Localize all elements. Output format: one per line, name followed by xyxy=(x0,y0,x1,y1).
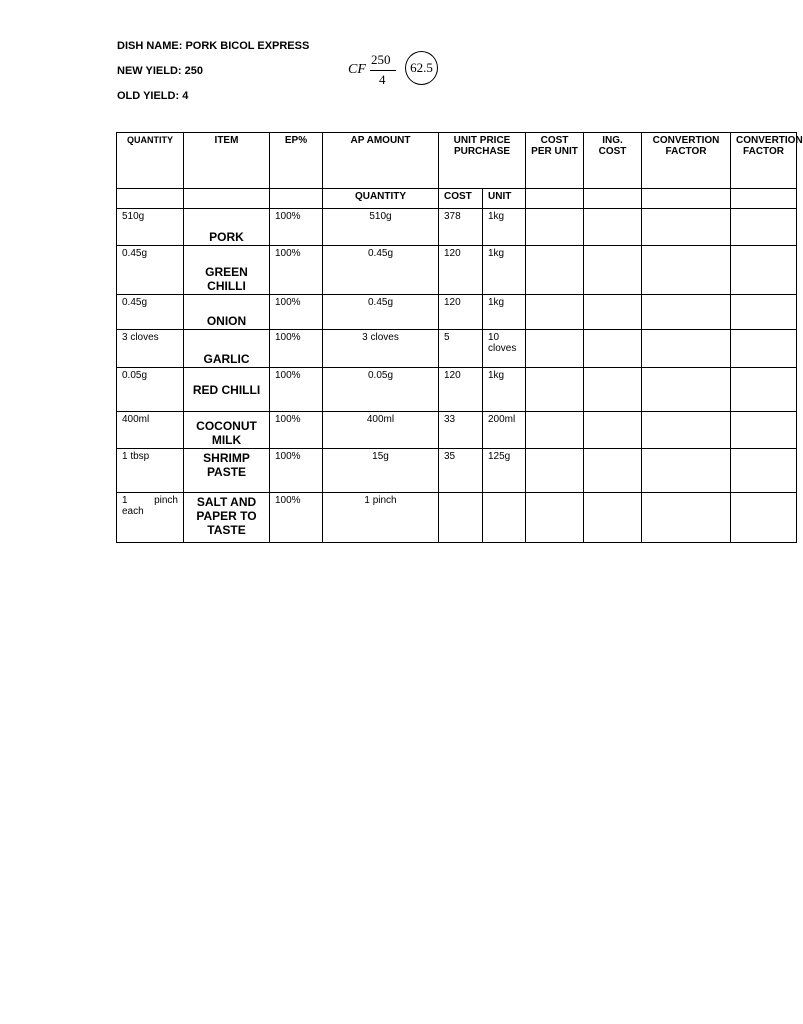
row-cost xyxy=(439,493,483,543)
header-row xyxy=(117,133,797,189)
old-yield: OLD YIELD: 4 xyxy=(117,90,189,102)
row-ep: 100% xyxy=(270,412,323,449)
row-quantity: 0.05g xyxy=(117,368,184,412)
cf-result-circled: 62.5 xyxy=(405,51,438,85)
row-unit xyxy=(483,493,526,543)
row-item: PORK xyxy=(184,209,270,246)
col-conversion: CONVERTION FACTOR xyxy=(642,133,731,189)
col-cost-per-unit: COST PER UNIT xyxy=(526,133,584,189)
subheader-row xyxy=(117,189,797,209)
row-unit: 125g xyxy=(483,449,526,493)
row-unit: 1kg xyxy=(483,368,526,412)
row-ep: 100% xyxy=(270,246,323,295)
fraction-bar xyxy=(370,70,396,71)
new-yield: NEW YIELD: 250 xyxy=(117,65,203,77)
table-row xyxy=(117,412,797,449)
row-ep: 100% xyxy=(270,493,323,543)
row-ep: 100% xyxy=(270,295,323,330)
row-ap: 0.45g xyxy=(323,295,439,330)
row-cost: 120 xyxy=(439,368,483,412)
sub-cost: COST xyxy=(439,189,483,209)
row-quantity: 400ml xyxy=(117,412,184,449)
row-ap: 0.45g xyxy=(323,246,439,295)
row-cost: 120 xyxy=(439,295,483,330)
row-ap: 400ml xyxy=(323,412,439,449)
col-item: ITEM xyxy=(184,133,270,189)
row-quantity: 1 pinch each xyxy=(117,493,184,543)
row-cost: 33 xyxy=(439,412,483,449)
row-unit: 10 cloves xyxy=(483,330,526,368)
table-row xyxy=(117,246,797,295)
row-quantity: 510g xyxy=(117,209,184,246)
col-quantity: QUANTITY xyxy=(117,133,184,189)
col-unit-price: UNIT PRICE PURCHASE xyxy=(439,133,526,189)
table-row xyxy=(117,368,797,412)
row-cost: 120 xyxy=(439,246,483,295)
row-item: ONION xyxy=(184,295,270,330)
row-unit: 1kg xyxy=(483,246,526,295)
sub-quantity: QUANTITY xyxy=(323,189,439,209)
row-item: GARLIC xyxy=(184,330,270,368)
row-cost: 35 xyxy=(439,449,483,493)
row-unit: 1kg xyxy=(483,295,526,330)
row-quantity: 0.45g xyxy=(117,246,184,295)
row-cost: 378 xyxy=(439,209,483,246)
cf-label: CF xyxy=(348,62,366,77)
col-ap-amount: AP AMOUNT xyxy=(323,133,439,189)
ingredient-rows xyxy=(117,209,797,543)
table-row xyxy=(117,295,797,330)
table-row xyxy=(117,449,797,493)
row-ep: 100% xyxy=(270,368,323,412)
col-conversion-2: CONVERTION FACTOR xyxy=(731,133,797,189)
row-ap: 1 pinch xyxy=(323,493,439,543)
row-ap: 510g xyxy=(323,209,439,246)
table-row xyxy=(117,330,797,368)
row-ep: 100% xyxy=(270,330,323,368)
row-unit: 200ml xyxy=(483,412,526,449)
row-item: GREEN CHILLI xyxy=(184,246,270,295)
cf-numerator: 250 xyxy=(371,52,391,67)
col-ing-cost: ING. COST xyxy=(584,133,642,189)
row-cost: 5 xyxy=(439,330,483,368)
row-ap: 0.05g xyxy=(323,368,439,412)
row-quantity: 0.45g xyxy=(117,295,184,330)
conversion-factor-formula xyxy=(346,50,446,92)
row-ep: 100% xyxy=(270,449,323,493)
row-quantity: 3 cloves xyxy=(117,330,184,368)
cf-denominator: 4 xyxy=(379,72,386,87)
row-item: SALT AND PAPER TO TASTE xyxy=(184,493,270,543)
row-item: RED CHILLI xyxy=(184,368,270,412)
table-row xyxy=(117,209,797,246)
row-item: SHRIMP PASTE xyxy=(184,449,270,493)
sub-unit: UNIT xyxy=(483,189,526,209)
row-ep: 100% xyxy=(270,209,323,246)
row-ap: 15g xyxy=(323,449,439,493)
table-row xyxy=(117,493,797,543)
row-ap: 3 cloves xyxy=(323,330,439,368)
row-item: COCONUT MILK xyxy=(184,412,270,449)
col-ep: EP% xyxy=(270,133,323,189)
row-quantity: 1 tbsp xyxy=(117,449,184,493)
costing-table xyxy=(116,132,803,543)
row-unit: 1kg xyxy=(483,209,526,246)
dish-name: DISH NAME: PORK BICOL EXPRESS xyxy=(117,40,310,52)
